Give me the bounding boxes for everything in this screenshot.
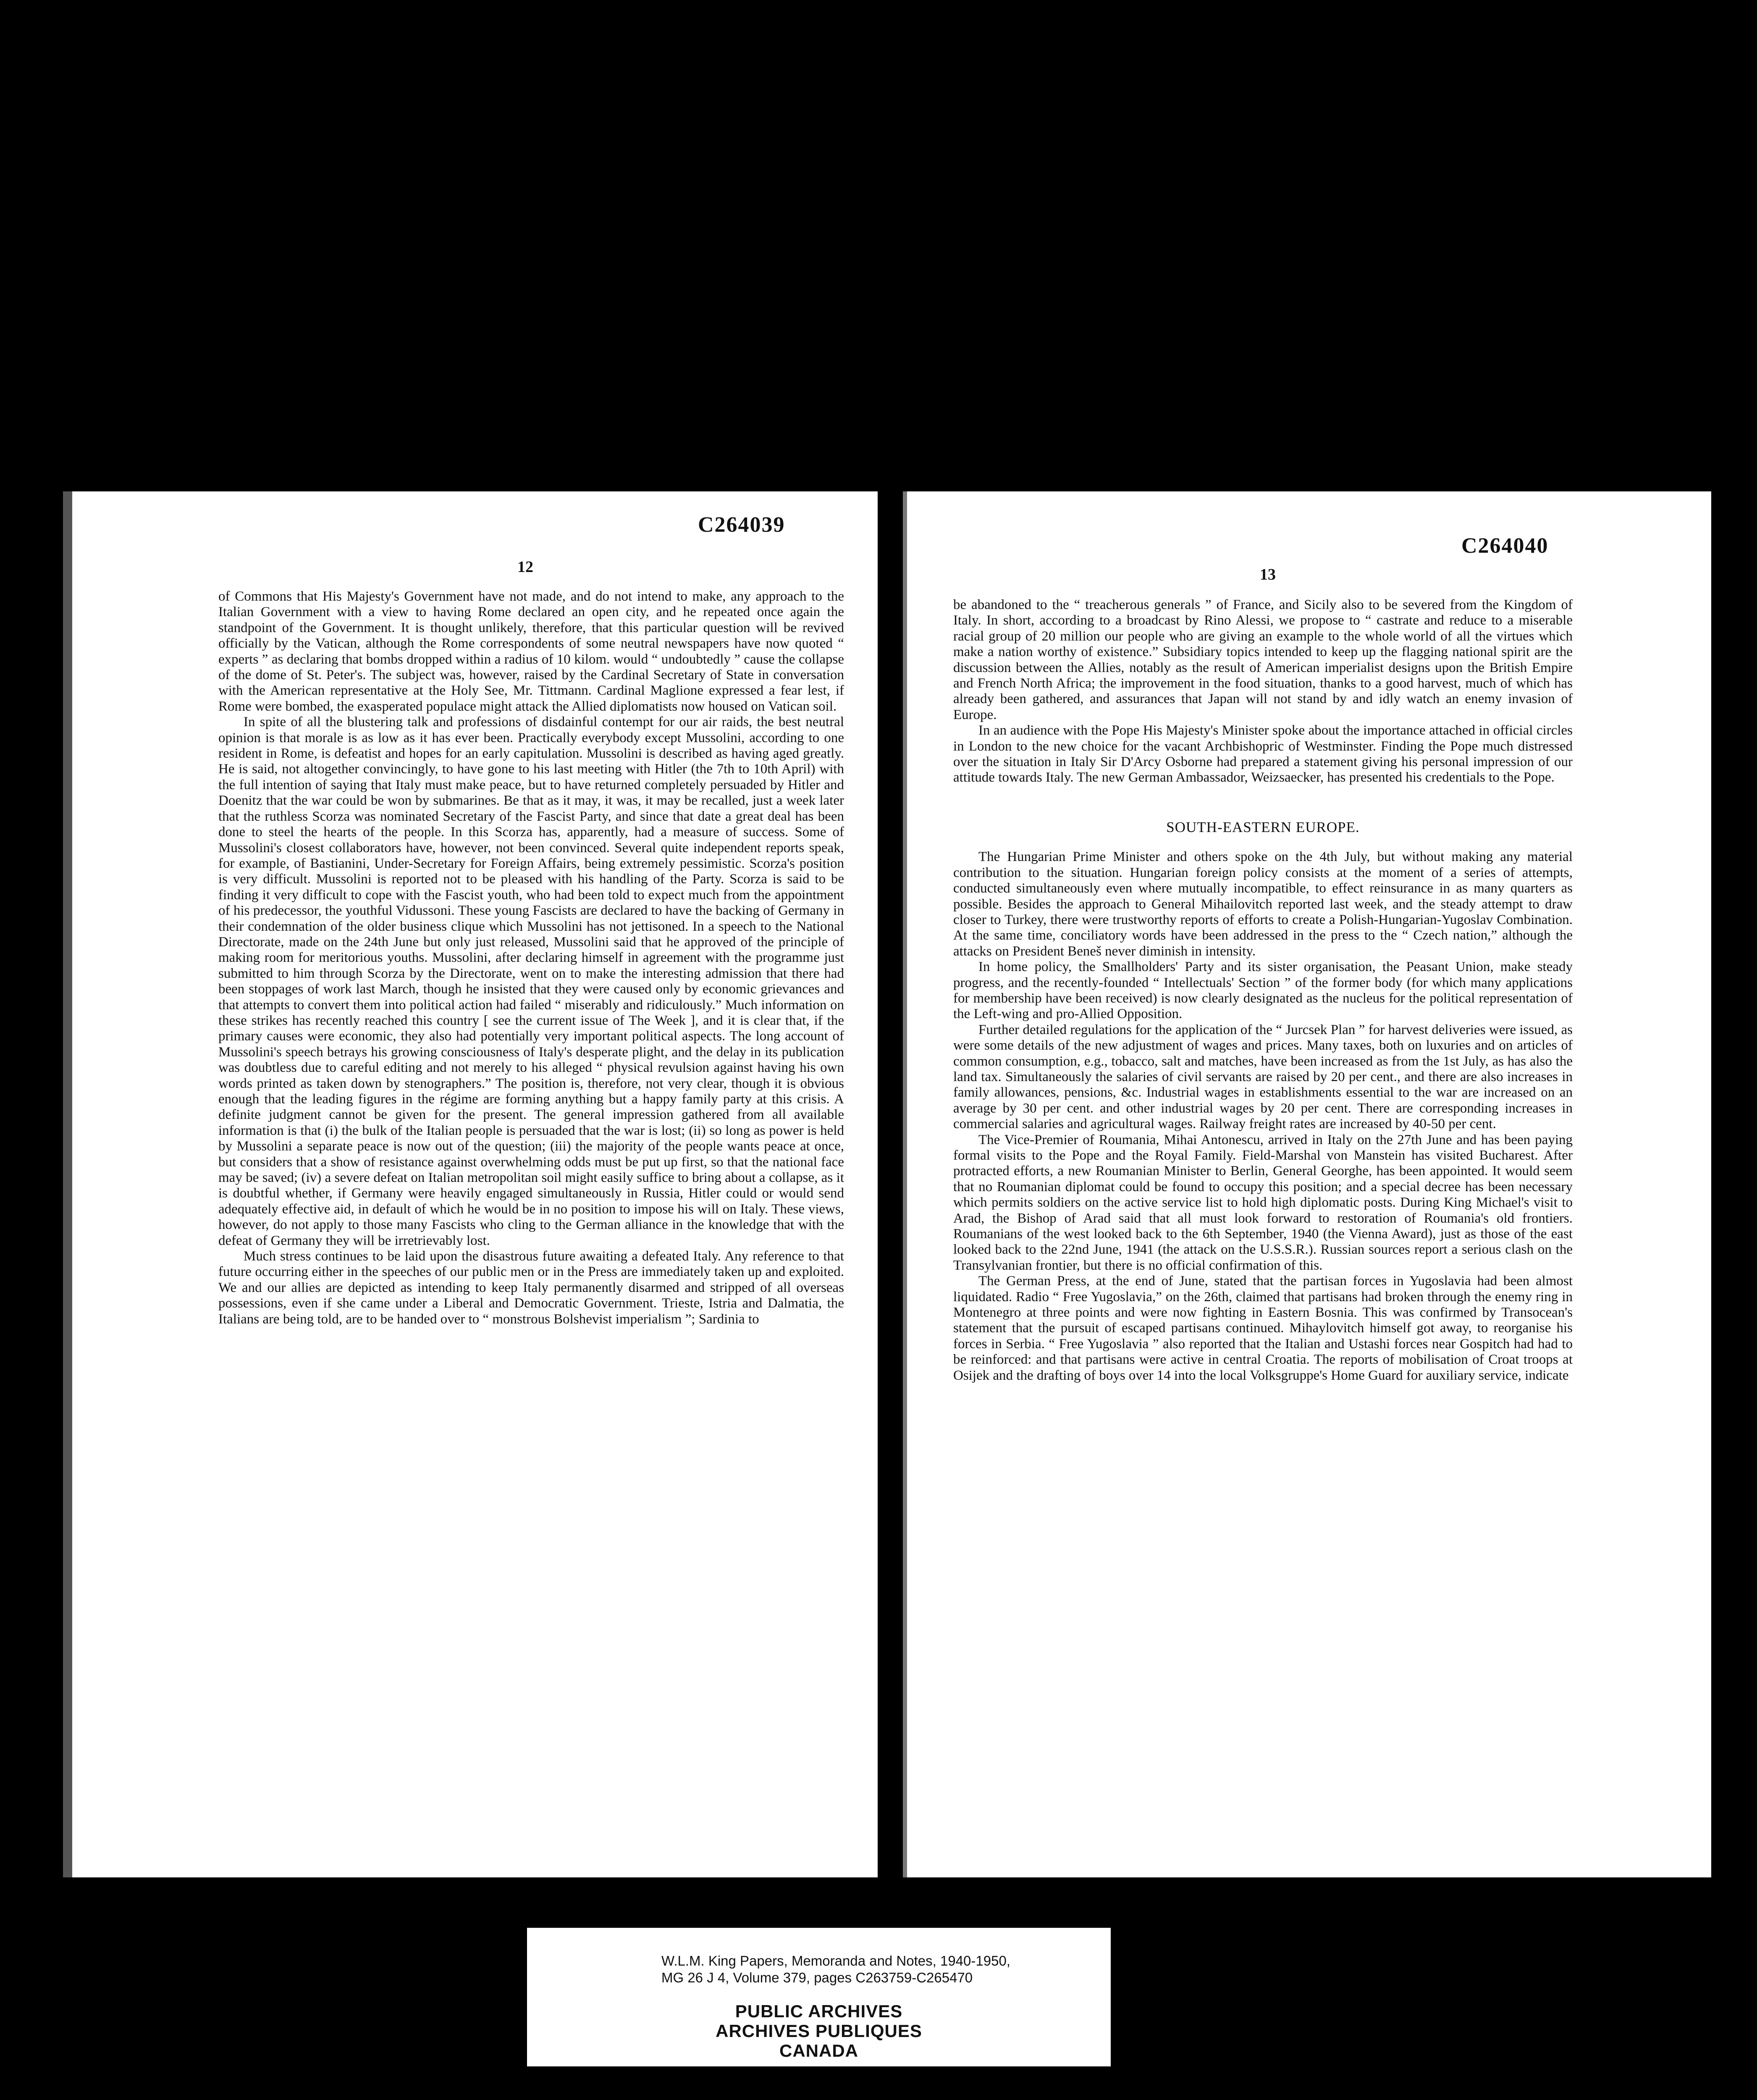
paragraph: In home policy, the Smallholders' Party and its sister organisation, the Peasant Union, make steady progress, and the recently-founded “ Intellectuals' Section ” of the former body (for which many applications for membership have been received) is now clearly designated as the nucleus for the political representation of the Left-wing and pro-Allied Opposition. bbox=[953, 959, 1573, 1022]
right-page-body bbox=[953, 597, 1573, 1383]
archive-caption bbox=[527, 1928, 1111, 2066]
document-stamp-right: C264040 bbox=[1461, 534, 1549, 558]
paragraph: The German Press, at the end of June, stated that the partisan forces in Yugoslavia had been almost liquidated. Radio “ Free Yugoslavia,” on the 26th, claimed that partisans had broken through the enemy ring in Montenegro at three points and were now fighting in Eastern Bosnia. This was confirmed by Transocean's statement that the pursuit of escaped partisans continued. Mihaylovitch himself got away, to reorganise his forces in Serbia. “ Free Yugoslavia ” also reported that the Italian and Ustashi forces near Gospitch had had to be reinforced: and that partisans were active in central Croatia. The reports of mobilisation of Croat troops at Osijek and the drafting of boys over 14 into the local Volksgruppe's Home Guard for auxiliary service, indicate bbox=[953, 1273, 1573, 1383]
caption-line-2: MG 26 J 4, Volume 379, pages C263759-C265470 bbox=[661, 1970, 973, 1985]
caption-line-1: W.L.M. King Papers, Memoranda and Notes, 1940-1950, bbox=[661, 1953, 1010, 1969]
right-page bbox=[903, 491, 1711, 1877]
paragraph: Much stress continues to be laid upon the disastrous future awaiting a defeated Italy. Any reference to that future occurring either in the speeches of our public men or in the Press are immediately taken up and exploited. We and our allies are depicted as intending to keep Italy permanently disarmed and stripped of all overseas possessions, even if she came under a Liberal and Democratic Government. Trieste, Istria and Dalmatia, the Italians are being told, are to be handed over to “ monstrous Bolshevist imperialism ”; Sardinia to bbox=[218, 1249, 844, 1327]
paragraph: The Hungarian Prime Minister and others spoke on the 4th July, but without making any material contribution to the situation. Hungarian foreign policy consists at the moment of a series of attempts, conducted simultaneously even where mutually incompatible, to effect reinsurance in as many quarters as possible. Besides the approach to General Mihailovitch reported last week, and the steady attempt to draw closer to Turkey, there were trustworthy reports of efforts to create a Polish-Hungarian-Yugoslav Combination. At the same time, conciliatory words have been addressed in the press to the “ Czech nation,” although the attacks on President Beneš never diminish in intensity. bbox=[953, 849, 1573, 959]
page-number-left: 12 bbox=[517, 558, 533, 576]
archives-name-french: ARCHIVES PUBLIQUES bbox=[716, 2021, 922, 2041]
page-gutter bbox=[878, 491, 903, 1877]
paragraph: of Commons that His Majesty's Government have not made, and do not intend to make, any approach to the Italian Government with a view to having Rome declared an open city, and he repeated once again the standpoint of the Government. It is thought unlikely, therefore, that this particular question will be revived officially by the Vatican, although the Rome correspondents of some neutral newspapers have now quoted “ experts ” as declaring that bombs dropped within a radius of 10 kilom. would “ undoubtedly ” cause the collapse of the dome of St. Peter's. The subject was, however, raised by the Cardinal Secretary of State in conversation with the American representative at the Holy See, Mr. Tittmann. Cardinal Maglione expressed a fear lest, if Rome were bombed, the exasperated populace might attack the Allied diplomatists now housed on Vatican soil. bbox=[218, 589, 844, 714]
archives-country: CANADA bbox=[779, 2041, 858, 2061]
page-number-right: 13 bbox=[1260, 566, 1276, 583]
paragraph: Further detailed regulations for the application of the “ Jurcsek Plan ” for harvest deliveries were issued, as were some details of the new adjustment of wages and prices. Many taxes, both on luxuries and on articles of common consumption, e.g., tobacco, salt and matches, have been increased as from the 1st July, as has also the land tax. Simultaneously the salaries of civil servants are raised by 20 per cent., and there are also increases in family allowances, pensions, &c. Industrial wages in establishments essential to the war are increased on an average by 30 per cent. and other industrial wages by 20 per cent. There are corresponding increases in commercial salaries and agricultural wages. Railway freight rates are increased by 40-50 per cent. bbox=[953, 1022, 1573, 1132]
paragraph: The Vice-Premier of Roumania, Mihai Antonescu, arrived in Italy on the 27th June and has been paying formal visits to the Pope and the Royal Family. Field-Marshal von Manstein has visited Bucharest. After protracted efforts, a new Roumanian Minister to Berlin, General Georghe, has been appointed. It would seem that no Roumanian diplomat could be found to occupy this position; and a special decree has been necessary which permits soldiers on the active service list to hold high diplomatic posts. During King Michael's visit to Arad, the Bishop of Arad said that all must look forward to restoration of Roumania's old frontiers. Roumanians of the west looked back to the 6th September, 1940 (the Vienna Award), just as those of the east looked back to the 22nd June, 1941 (the attack on the U.S.S.R.). Russian sources report a serious clash on the Transylvanian frontier, but there is no official confirmation of this. bbox=[953, 1132, 1573, 1273]
paragraph: In spite of all the blustering talk and professions of disdainful contempt for our air raids, the best neutral opinion is that morale is as low as it has ever been. Practically everybody except Mussolini, according to one resident in Rome, is defeatist and hopes for an early capitulation. Mussolini is described as having aged greatly. He is said, not altogether convincingly, to have gone to his last meeting with Hitler (the 7th to 10th April) with the full intention of saying that Italy must make peace, but to have returned completely persuaded by Hitler and Doenitz that the war could be won by submarines. Be that as it may, it was, it may be recalled, just a week later that the ruthless Scorza was nominated Secretary of the Fascist Party, and since that date a great deal has been done to steel the hearts of the people. In this Scorza has, apparently, had a measure of success. Some of Mussolini's closest collaborators have, however, not been convinced. Several quite independent reports speak, for example, of Bastianini, Under-Secretary for Foreign Affairs, being extremely pessimistic. Scorza's position is very difficult. Mussolini is reported not to be pleased with his handling of the Party. Scorza is said to be finding it very difficult to cope with the Fascist youth, who had been told to expect much from the appointment of his predecessor, the youthful Vidussoni. These young Fascists are declared to have the backing of Germany in their condemnation of the older business clique which Mussolini has not jettisoned. In a speech to the National Directorate, made on the 24th June but only just released, Mussolini said that he approved of the principle of making room for meritorious youths. Mussolini, after declaring himself in agreement with the programme just submitted to him through Scorza by the Directorate, went on to make the interesting admission that there had been stoppages of work last March, though he insisted that they were caused only by economic grievances and that attempts to convert them into political action had failed “ miserably and ridiculously.” Much information on these strikes has recently reached this country [ see the current issue of The Week ], and it is clear that, if the primary causes were economic, they also had potentially very important political aspects. The long account of Mussolini's speech betrays his growing consciousness of Italy's desperate plight, and the delay in its publication was doubtless due to careful editing and not merely to his alleged “ physical revulsion against having his own words printed as taken down by stenographers.” The position is, therefore, not very clear, though it is obvious enough that the leading figures in the régime are forming anything but a happy family party at this crisis. A definite judgment cannot be given for the present. The general impression gathered from all available information is that (i) the bulk of the Italian people is persuaded that the war is lost; (ii) so long as power is held by Mussolini a separate peace is now out of the question; (iii) the majority of the people wants peace at once, but considers that a show of resistance against overwhelming odds must be put up first, so that the national face may be saved; (iv) a severe defeat on Italian metropolitan soil might easily suffice to bring about a collapse, as it is doubtful whether, if Germany were heavily engaged simultaneously in Russia, Hitler could or would send adequately effective aid, in default of which he would be in no position to impose his will on Italy. These views, however, do not apply to those many Fascists who cling to the German alliance in the knowledge that with the defeat of Germany they will be irretrievably lost. bbox=[218, 714, 844, 1248]
paragraph: be abandoned to the “ treacherous generals ” of France, and Sicily also to be severed from the Kingdom of Italy. In short, according to a broadcast by Rino Alessi, we propose to “ castrate and reduce to a miserable racial group of 20 million our people who are giving an example to the whole world of all the virtues which make a nation worthy of existence.” Subsidiary topics intended to keep up the flagging national spirit are the discussion between the Allies, notably as the result of American imperialist designs upon the British Empire and French North Africa; the improvement in the food situation, thanks to a good harvest, much of which has already been gathered, and assurances that Japan will not stand by and idly watch an enemy invasion of Europe. bbox=[953, 597, 1573, 722]
document-stamp-left: C264039 bbox=[698, 513, 785, 537]
section-heading: SOUTH-EASTERN EUROPE. bbox=[1166, 819, 1360, 835]
paragraph: In an audience with the Pope His Majesty's Minister spoke about the importance attached in official circles in London to the new choice for the vacant Archbishopric of Westminster. Finding the Pope much distressed over the situation in Italy Sir D'Arcy Osborne had prepared a statement giving his personal impression of our attitude towards Italy. The new German Ambassador, Weizsaecker, has presented his credentials to the Pope. bbox=[953, 723, 1573, 785]
left-page-body bbox=[218, 589, 844, 1327]
left-page bbox=[63, 491, 878, 1877]
archives-name-english: PUBLIC ARCHIVES bbox=[735, 2001, 903, 2021]
